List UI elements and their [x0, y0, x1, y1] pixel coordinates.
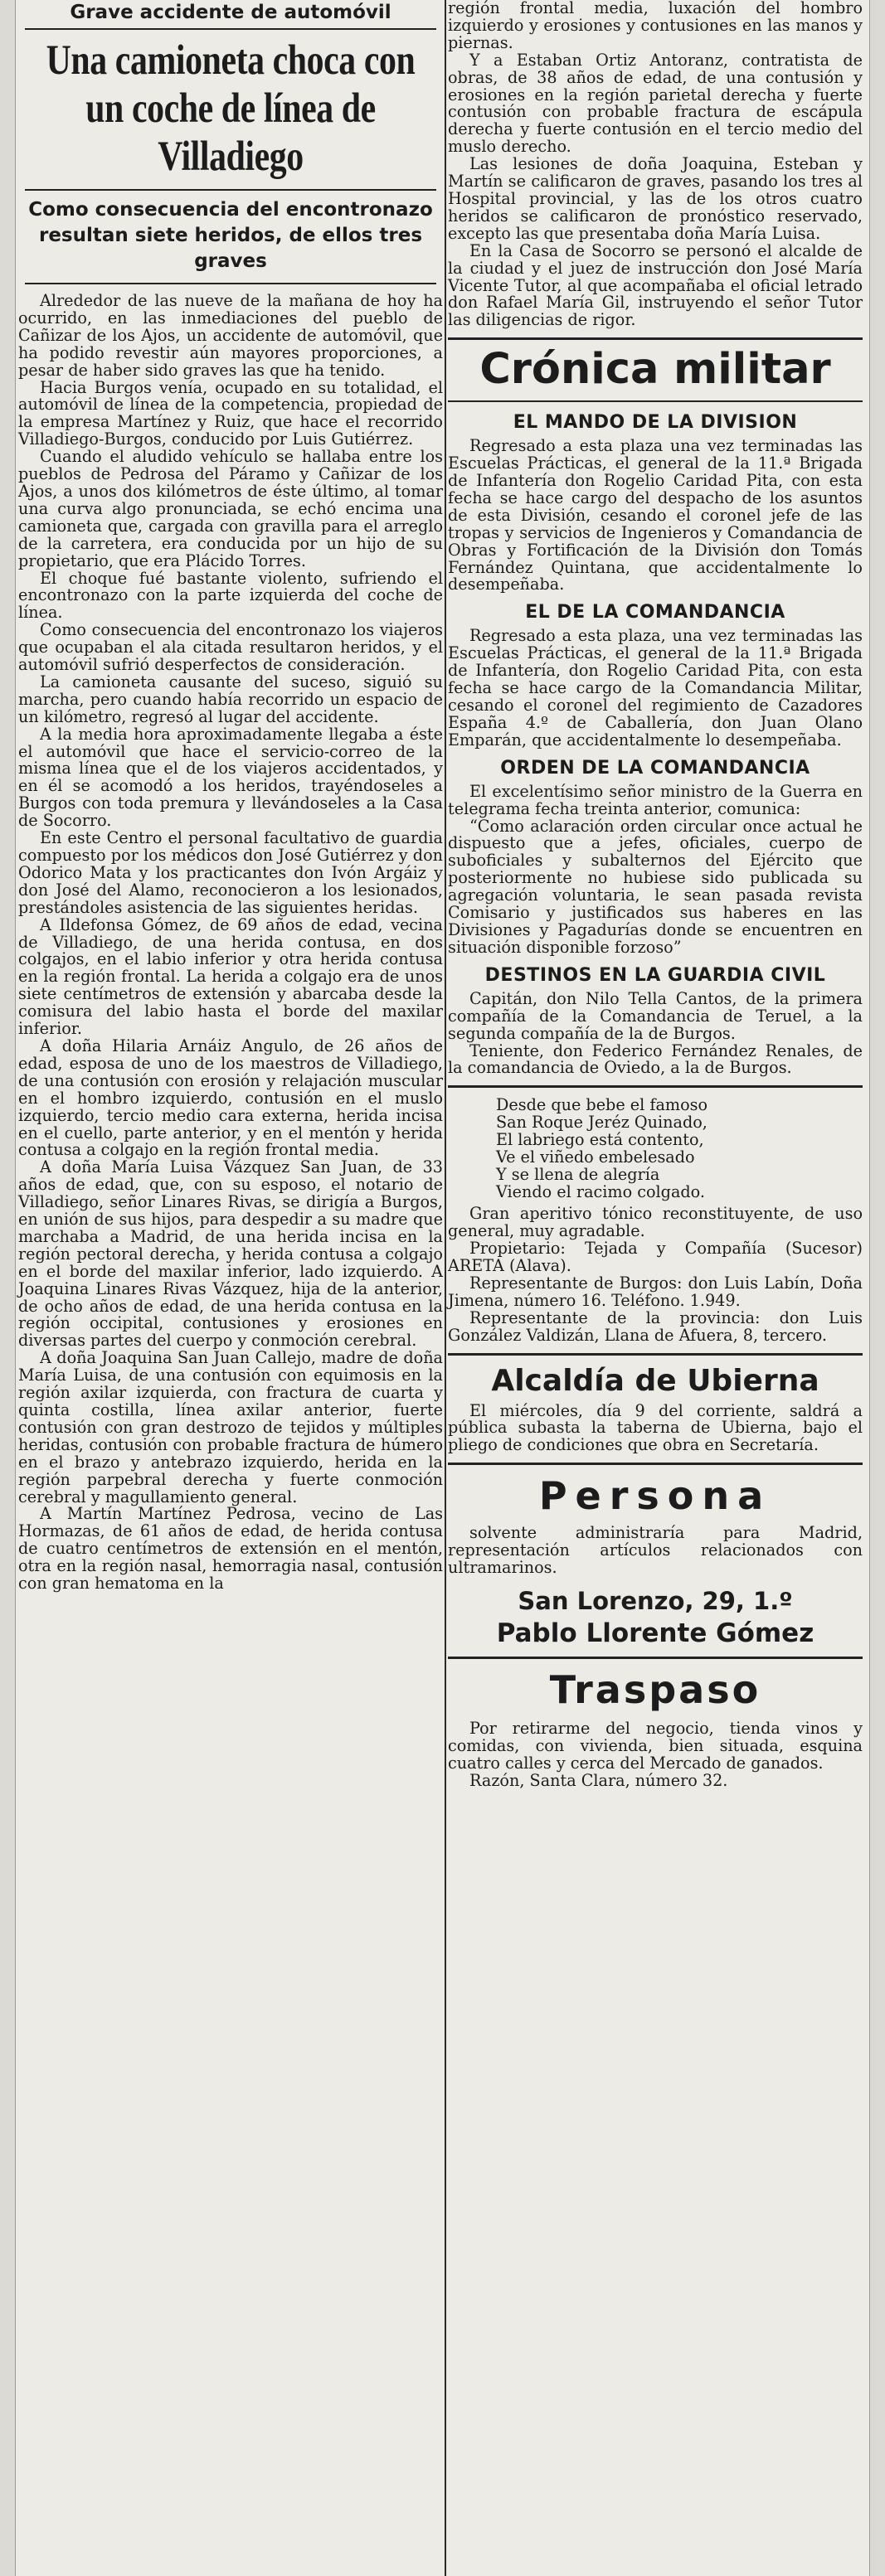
advert-line: Representante de la provincia: don Luis González Valdizán, Llana de Afuera, 8, tercero. — [448, 1307, 863, 1345]
article-paragraph: A la media hora aproximadamente llegaba a éste el automóvil que hace el servicio-correo de la misma línea que el de los viajeros accidentados, y en él se acomodó a los heridos, trayéndoseles a Burgos con toda premura y llevándoseles a la Casa de Socorro. — [18, 724, 443, 831]
divider — [448, 1657, 863, 1659]
article-paragraph: región frontal media, luxación del hombro izquierdo y erosiones y contusiones en las manos y piernas. — [448, 0, 863, 52]
left-page-edge — [0, 0, 16, 2576]
article-headline: Una camioneta choca con un coche de línea de Villadiego — [46, 37, 416, 180]
persona-name: Pablo Llorente Gómez — [496, 1618, 814, 1648]
verse-line: Desde que bebe el famoso — [496, 1095, 708, 1115]
right-page-edge — [869, 0, 885, 2576]
traspaso-contact: Razón, Santa Clara, número 32. — [469, 1770, 728, 1790]
article-kicker: Grave accidente de automóvil — [70, 2, 391, 23]
article-paragraph: En este Centro el personal facultativo de guardia compuesto por los médicos don José Gutiérrez y don Odorico Mata y los practicantes don Ivón Argáiz y don José del Alamo, reconocieron a los lesionados, prestándoles asistencia de las siguientes heridas. — [18, 828, 443, 917]
advert-line: Gran aperitivo tónico reconstituyente, de uso general, muy agradable. — [448, 1204, 863, 1241]
section-paragraph: Capitán, don Nilo Tella Cantos, de la primera compañía de la Comandancia de Teruel, a la segunda compañía de la de Burgos. — [448, 988, 863, 1043]
section-heading: DESTINOS EN LA GUARDIA CIVIL — [484, 964, 826, 986]
section-paragraph: El excelentísimo señor ministro de la Guerra en telegrama fecha treinta anterior, comunica: — [448, 781, 863, 818]
traspaso-text: Por retirarme del negocio, tienda vinos y comidas, con vivienda, bien situada, esquina cuatro calles y cerca del Mercado de ganados. — [448, 1719, 863, 1773]
article-paragraph: Como consecuencia del encontronazo los viajeros que ocupaban el ala citada resultaron heridos, y el automóvil sufrió desperfectos de consideración. — [18, 620, 443, 675]
persona-text: solvente administraría para Madrid, representación artículos relacionados con ultramarinos. — [448, 1523, 863, 1578]
traspaso-title: Traspaso — [549, 1667, 761, 1712]
article-paragraph: Alrededor de las nueve de la mañana de hoy ha ocurrido, en las inmediaciones del pueblo de Cañizar de los Ajos, un accidente de automóvil, que ha podido revestir aún mayores proporciones, a pesar de haber sido graves las que ha tenido. — [18, 291, 443, 380]
verse-line: San Roque Jeréz Quinado, — [496, 1113, 708, 1133]
article-paragraph: La camioneta causante del suceso, siguió su marcha, pero cuando había recorrido un espacio de un kilómetro, regresó al lugar del accidente. — [18, 672, 443, 726]
article-paragraph: Cuando el aludido vehículo se hallaba entre los pueblos de Pedrosa del Páramo y Cañizar de los Ajos, a unos dos kilómetros de éste último, al tomar una curva algo pronunciada, se echó encima una camioneta que, cargada con gravilla para el arreglo de la carretera, era conducida por un hijo de su propietario, que era Plácido Torres. — [18, 447, 443, 570]
divider — [25, 189, 436, 191]
article-paragraph: El choque fué bastante violento, sufriendo el encontronazo con la parte izquierda del coche de línea. — [18, 568, 443, 623]
article-paragraph: A Martín Martínez Pedrosa, vecino de Las Hormazas, de 61 años de edad, de herida contusa de cuatro centímetros de extensión en el mentón, otra en la región nasal, hemorragia nasal, contusión con gran hematoma en la — [18, 1504, 443, 1594]
persona-title: Persona — [538, 1473, 772, 1519]
section-paragraph: Regresado a esta plaza una vez terminadas las Escuelas Prácticas, el general de la 11.ª Brigada de Infantería don Rogelio Caridad Pita, con esta fecha se hace cargo del despacho de los asuntos de esta División, cesando el coronel jefe de las tropas y servicios de Ingenieros y Comandancia de Obras y Fortificación de la División don Tomás Fernández Quintana, que accidentalmente lo desempeñaba. — [448, 436, 863, 594]
section-heading: ORDEN DE LA COMANDANCIA — [500, 757, 810, 779]
article-paragraph: A doña María Luisa Vázquez San Juan, de 33 años de edad, que, con su esposo, el notario de Villadiego, señor Linares Rivas, se dirigía a Burgos, en unión de sus hijos, para despedir a su madre que marchaba a Madrid, de una herida incisa en la región pectoral derecha, y herida contusa a colgajo en el borde del maxilar inferior, lado izquierdo. A Joaquina Linares Rivas Vázquez, hija de la anterior, de ocho años de edad, de una herida contusa en la región occipital, contusiones y erosiones en diversas partes del cuerpo y conmoción cerebral. — [18, 1157, 443, 1351]
verse-line: Viendo el racimo colgado. — [496, 1182, 705, 1202]
section-paragraph: Teniente, don Federico Fernández Renales, de la comandancia de Oviedo, a la de Burgos. — [448, 1041, 863, 1078]
right-column — [448, 0, 863, 1790]
section-heading: EL MANDO DE LA DIVISION — [513, 412, 798, 434]
advert-line: Representante de Burgos: don Luis Labín, Doña Jimena, número 16. Teléfono. 1.949. — [448, 1273, 863, 1310]
persona-address: San Lorenzo, 29, 1.º — [518, 1587, 793, 1615]
column-rule — [445, 0, 446, 2576]
alcaldia-text: El miércoles, día 9 del corriente, saldrá a pública subasta la taberna de Ubierna, bajo el pliego de condiciones que obra en Secretaría. — [448, 1400, 863, 1455]
left-column — [18, 0, 443, 1593]
article-paragraph: Las lesiones de doña Joaquina, Esteban y Martín se calificaron de graves, pasando los tres al Hospital provincial, y las de los otros cuatro heridos se calificaron de pronóstico reservado, excepto las que presentaba doña María Luisa. — [448, 154, 863, 243]
article-paragraph: Hacia Burgos venía, ocupado en su totalidad, el automóvil de línea de la competencia, propiedad de la empresa Martínez y Ruiz, que hace el recorrido Villadiego-Burgos, conducido por Luis Gutiérrez. — [18, 377, 443, 449]
divider — [448, 1085, 863, 1088]
advert-line: Propietario: Tejada y Compañía (Sucesor) ARETA (Alava). — [448, 1239, 863, 1276]
article-paragraph: A doña Joaquina San Juan Callejo, madre de doña María Luisa, de una contusión con equimosis en la región axilar izquierda, con fractura de cuarta y quinta costilla, línea axilar anterior, fuerte contusión con gran destrozo de tejidos y múltiples heridas, contusión con probable fractura de húmero en el brazo y antebrazo izquierdo, herida en la región parpebral derecha y fuerte conmoción cerebral y magullamiento general. — [18, 1348, 443, 1506]
verse-line: El labriego está contento, — [496, 1130, 704, 1150]
divider — [25, 283, 436, 284]
divider — [448, 1353, 863, 1356]
cronica-militar-title: Crónica militar — [448, 337, 863, 402]
divider — [448, 1463, 863, 1465]
article-paragraph: En la Casa de Socorro se personó el alcalde de la ciudad y el juez de instrucción don José María Vicente Tutor, al que acompañaba el oficial letrado don Rafael María Gil, instruyendo el señor Tutor las diligencias de rigor. — [448, 240, 863, 330]
article-paragraph: A Ildefonsa Gómez, de 69 años de edad, vecina de Villadiego, de una herida contusa, en dos colgajos, en el labio inferior y otra herida contusa en la región frontal. La herida a colgajo era de unos siete centímetros de extensión y abarcaba desde la comisura del labio hasta el borde del maxilar inferior. — [18, 914, 443, 1039]
article-paragraph: Y a Estaban Ortiz Antoranz, contratista de obras, de 38 años de edad, de una contusión y erosiones en la región parietal derecha y fuerte contusión con probable fractura de escápula derecha y fuerte contusión en el tercio medio del muslo derecho. — [448, 50, 863, 157]
advert-verse — [448, 1096, 863, 1201]
section-heading: EL DE LA COMANDANCIA — [525, 602, 785, 623]
section-paragraph: “Como aclaración orden circular once actual he dispuesto que a jefes, oficiales, cuerpo de suboficiales y subalternos del Ejército que posteriormente no hubiese sido publicada su agregación voluntaria, le sean pasada revista Comisario y justificados sus haberes en las Divisiones y Pagadurías donde se encuentren en situación disponible forzoso” — [448, 816, 863, 957]
article-paragraph: A doña Hilaria Arnáiz Angulo, de 26 años de edad, esposa de uno de los maestros de Villadiego, de una contusión con erosión y relajación muscular en el hombro izquierdo, contusión en el muslo izquierdo, tercio medio cara externa, herida incisa en el cuello, parte anterior, y en el mentón y herida contusa a colgajo en la región frontal media. — [18, 1036, 443, 1160]
article-subhead: Como consecuencia del encontronazo resultan siete heridos, de ellos tres graves — [28, 199, 433, 272]
verse-line: Y se llena de alegría — [496, 1165, 660, 1185]
divider — [25, 28, 436, 30]
section-paragraph: Regresado a esta plaza, una vez terminadas las Escuelas Prácticas, el general de la 11.ª Brigada de Infantería, don Rogelio Caridad Pita, con esta fecha se hace cargo de la Comandancia Militar, cesando el coronel del regimiento de Cazadores España 4.º de Caballería, don Juan Olano Emparán, que accidentalmente lo desempeñaba. — [448, 626, 863, 750]
verse-line: Ve el viñedo embelesado — [496, 1147, 695, 1167]
alcaldia-title: Alcaldía de Ubierna — [491, 1363, 819, 1398]
